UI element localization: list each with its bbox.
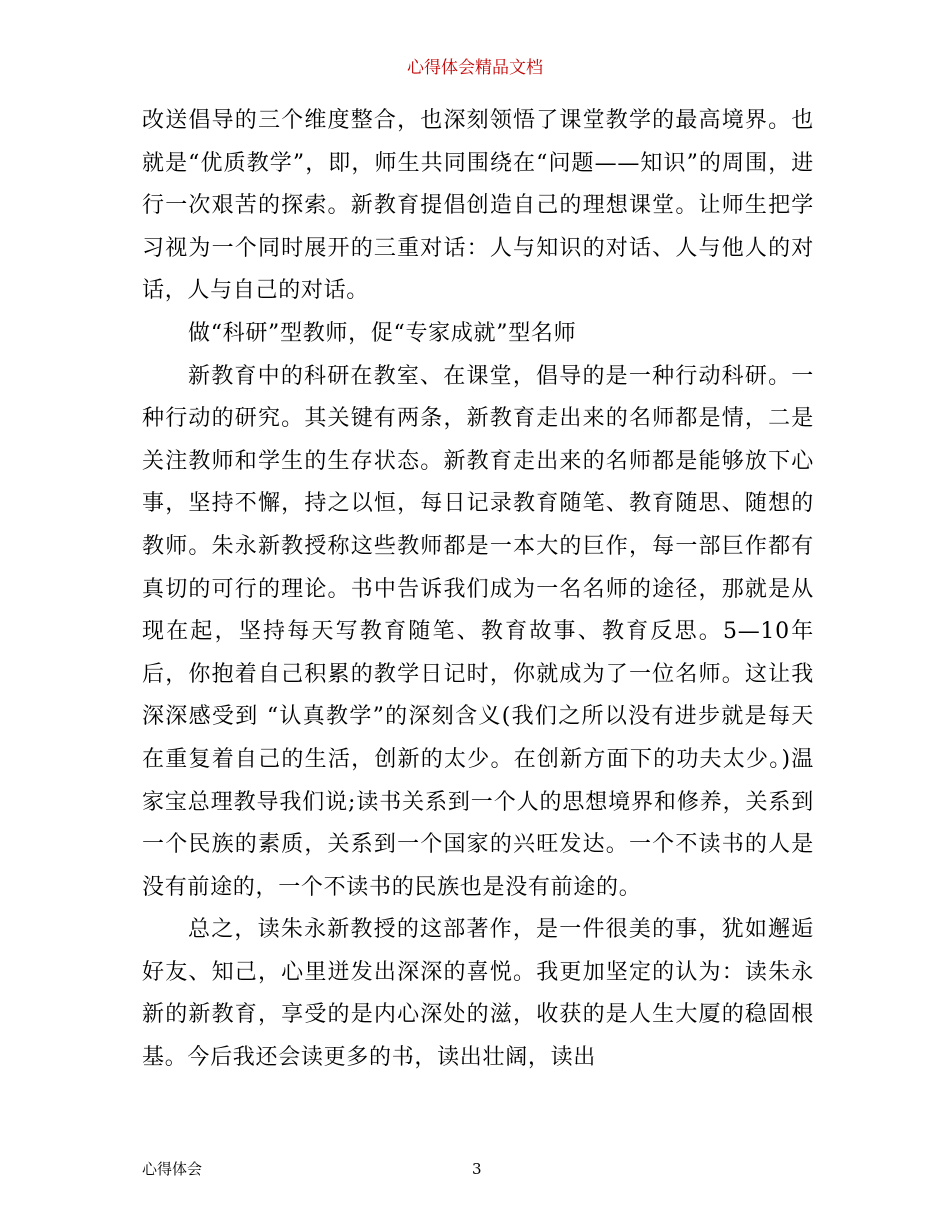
page-number: 3 bbox=[472, 1160, 482, 1178]
body-paragraph: 新教育中的科研在教室、在课堂，倡导的是一种行动科研。一种行动的研究。其关键有两条，新教育走出来的名师都是情，二是关注教师和学生的生存状态。新教育走出来的名师都是能够放下心事，坚持不懈，持之以恒，每日记录教育随笔、教育随思、随想的教师。朱永新教授称这些教师都是一本大的巨作，每一部巨作都有真切的可行的理论。书中告诉我们成为一名名师的途径，那就是从现在起，坚持每天写教育随笔、教育故事、教育反思。5—10年后，你抱着自己积累的教学日记时，你就成为了一位名师。这让我深深感受到 “认真教学”的深刻含义(我们之所以没有进步就是每天在重复着自己的生活，创新的太少。在创新方面下的功夫太少。)温家宝总理教导我们说;读书关系到一个人的思想境界和修养，关系到一个民族的素质，关系到一个国家的兴旺发达。一个不读书的人是没有前途的，一个不读书的民族也是没有前途的。 bbox=[142, 363, 814, 900]
body-paragraph: 总之，读朱永新教授的这部著作，是一件很美的事，犹如邂逅好友、知己，心里迸发出深深的喜悦。我更加坚定的认为：读朱永新的新教育，享受的是内心深处的滋，收获的是人生大厦的稳固根基。今后我还会读更多的书，读出壮阔，读出 bbox=[142, 917, 814, 1071]
page-footer bbox=[142, 1158, 814, 1180]
page-header-title: 心得体会精品文档 bbox=[407, 58, 543, 78]
section-heading: 做“科研”型教师，促“专家成就”型名师 bbox=[188, 320, 577, 346]
body-paragraph: 改送倡导的三个维度整合，也深刻领悟了课堂教学的最高境界。也就是“优质教学”，即，师生共同围绕在“问题——知识”的周围，进行一次艰苦的探索。新教育提倡创造自己的理想课堂。让师生把学习视为一个同时展开的三重对话：人与知识的对话、人与他人的对话，人与自己的对话。 bbox=[142, 108, 814, 304]
footer-label: 心得体会 bbox=[142, 1160, 203, 1178]
document-body bbox=[142, 100, 814, 1080]
